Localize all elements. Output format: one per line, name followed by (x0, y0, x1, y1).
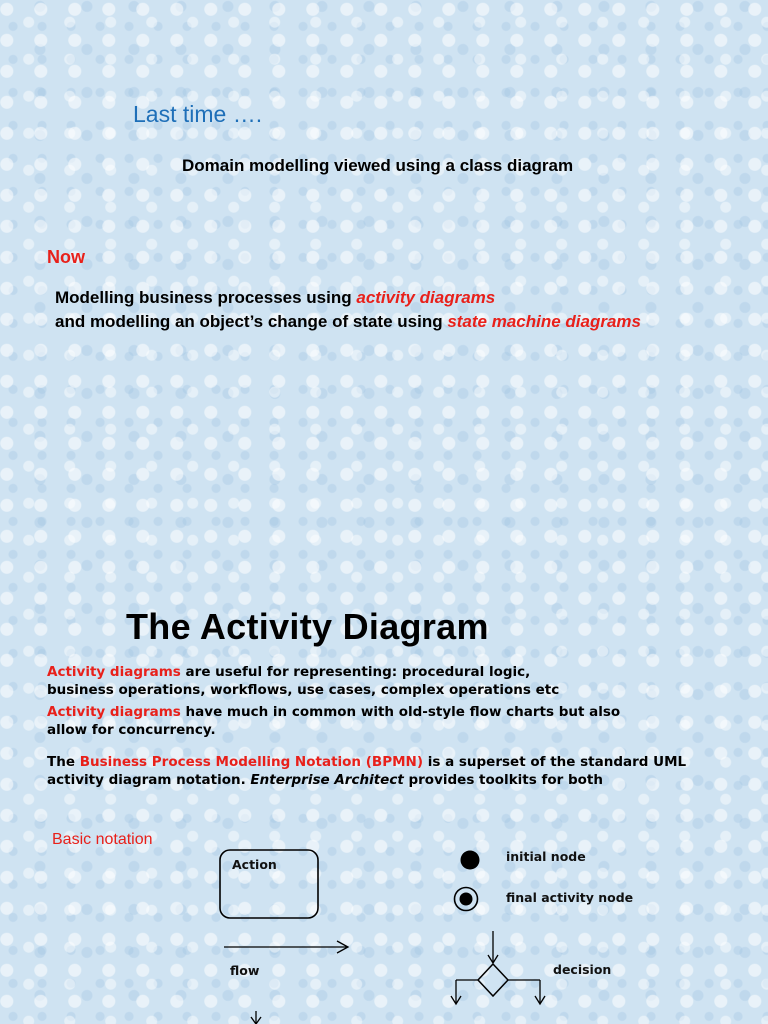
paragraph-2-emph: Activity diagrams (47, 704, 181, 720)
initial-node-label: initial node (506, 849, 586, 864)
final-node-label: final activity node (506, 890, 634, 905)
basic-notation-heading: Basic notation (52, 831, 153, 848)
slide1-title: Last time …. (133, 101, 263, 127)
final-node-shape (455, 888, 478, 911)
decision-label: decision (553, 962, 612, 977)
flow-label: flow (230, 963, 260, 978)
initial-node-shape (461, 851, 480, 870)
paragraph-3-ital: Enterprise Architect (250, 772, 404, 788)
paragraph-3-mid: is a superset of the standard UML activity diagram notation. (47, 754, 687, 788)
now-label: Now (47, 247, 85, 267)
now-line-1-plain: Modelling business processes using (55, 288, 357, 307)
slide2-title: The Activity Diagram (126, 606, 489, 647)
decision-node-shape (451, 931, 545, 1004)
paragraph-3-emph: Business Process Modelling Notation (BPMN) (79, 754, 423, 770)
partial-node-shape (251, 1011, 261, 1024)
paragraph-3-end: provides toolkits for both (403, 772, 603, 788)
slide1-line-last-time: Domain modelling viewed using a class diagram (182, 156, 574, 175)
now-line-2-emph: state machine diagrams (447, 312, 642, 331)
now-line-2-plain: and modelling an object’s change of state using (55, 312, 448, 331)
paragraph-2-rest: have much in common with old-style flow charts but also allow for concurrency. (47, 704, 621, 738)
paragraph-1-rest: are useful for representing: procedural logic, business operations, workflows, use cases, complex operations etc (47, 664, 560, 698)
paragraph-1-emph: Activity diagrams (47, 664, 181, 680)
flow-arrow (224, 941, 348, 953)
paragraph-3-start: The (47, 754, 80, 770)
action-label: Action (232, 857, 277, 872)
now-line-1-emph: activity diagrams (356, 288, 496, 307)
